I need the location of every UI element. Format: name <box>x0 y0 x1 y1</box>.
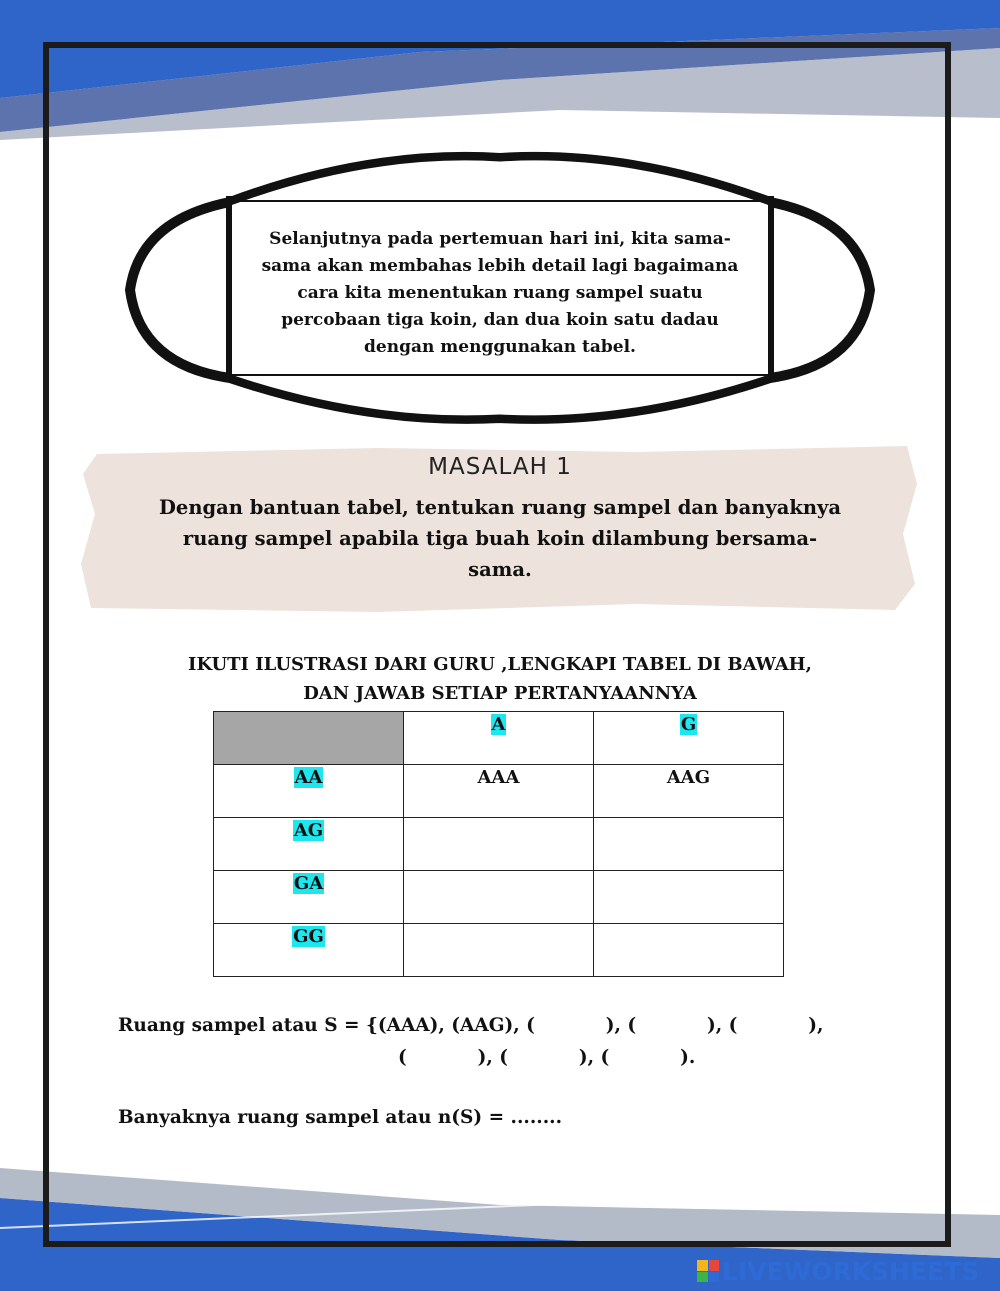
problem-text <box>110 492 890 585</box>
logo-tile <box>709 1260 720 1271</box>
table-header-row <box>214 712 784 765</box>
table-answer-cell[interactable] <box>404 924 594 977</box>
intro-text <box>230 226 770 361</box>
row-header-cell <box>214 871 404 924</box>
logo-tile <box>697 1260 708 1271</box>
table-answer-cell[interactable] <box>404 818 594 871</box>
intro-line: percobaan tiga koin, dan dua koin satu dadau <box>281 310 719 330</box>
row-header-cell <box>214 765 404 818</box>
instruction <box>100 650 900 708</box>
row-label: GA <box>293 873 324 894</box>
problem-title: MASALAH 1 <box>428 454 572 480</box>
problem-line: ruang sampel apabila tiga buah koin dilambung bersama- <box>182 527 818 550</box>
table-answer-cell[interactable] <box>404 871 594 924</box>
logo-tile <box>709 1272 720 1283</box>
table-cell: AAA <box>404 765 594 818</box>
sample-space-answer[interactable]: Ruang sampel atau S = {(AAA), (AAG), ( ), ( ), ( ), <box>118 1015 824 1036</box>
problem-line: Dengan bantuan tabel, tentukan ruang sampel dan banyaknya <box>159 496 841 519</box>
table-row <box>214 818 784 871</box>
intro-line: dengan menggunakan tabel. <box>364 337 636 357</box>
table-answer-cell[interactable] <box>594 924 784 977</box>
header-label: A <box>491 714 506 735</box>
sample-space-answer-continued[interactable]: ( ), ( ), ( ). <box>398 1047 696 1068</box>
brand-text: LIVEWORKSHEETS <box>722 1256 980 1286</box>
table-header-cell <box>404 712 594 765</box>
logo-tile <box>697 1272 708 1283</box>
row-header-cell <box>214 924 404 977</box>
table-row <box>214 924 784 977</box>
intro-line: sama akan membahas lebih detail lagi bagaimana <box>261 256 739 276</box>
table-answer-cell[interactable] <box>594 818 784 871</box>
sample-space-count[interactable]: Banyaknya ruang sampel atau n(S) = ........ <box>118 1107 563 1128</box>
intro-line: cara kita menentukan ruang sampel suatu <box>297 283 703 303</box>
problem-line: sama. <box>468 558 532 581</box>
instruction-line: DAN JAWAB SETIAP PERTANYAANNYA <box>303 683 697 704</box>
liveworksheets-brand <box>697 1256 979 1286</box>
table-row <box>214 871 784 924</box>
sample-space-table <box>213 711 784 977</box>
liveworksheets-logo-icon <box>697 1260 719 1282</box>
table-corner-cell <box>214 712 404 765</box>
table-cell: AAG <box>594 765 784 818</box>
row-label: AA <box>294 767 323 788</box>
row-label: GG <box>293 926 324 947</box>
intro-line: Selanjutnya pada pertemuan hari ini, kita sama- <box>269 229 731 249</box>
row-header-cell <box>214 818 404 871</box>
table-header-cell <box>594 712 784 765</box>
table-row <box>214 765 784 818</box>
table-answer-cell[interactable] <box>594 871 784 924</box>
row-label: AG <box>293 820 324 841</box>
instruction-line: IKUTI ILUSTRASI DARI GURU ,LENGKAPI TABEL DI BAWAH, <box>188 654 812 675</box>
header-label: G <box>680 714 697 735</box>
